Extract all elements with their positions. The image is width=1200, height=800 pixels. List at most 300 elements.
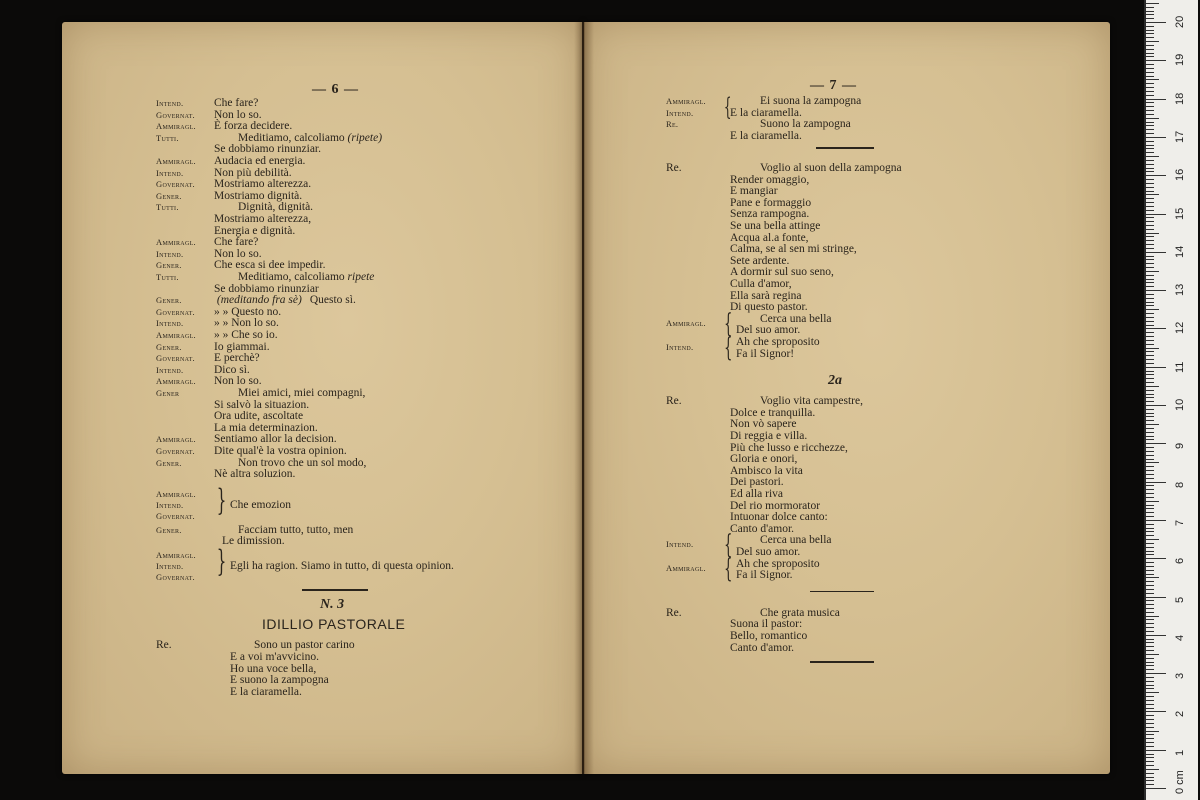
line-text: Ora udite, ascoltate: [214, 410, 304, 423]
ruler-tick: [1146, 394, 1154, 395]
script-line: [666, 107, 802, 119]
ruler-tick: [1146, 325, 1154, 326]
ruler-tick: [1146, 673, 1166, 674]
line-text: Si salvò la situazion.: [214, 398, 310, 411]
ruler-tick: [1146, 681, 1154, 682]
line-text: E perchè?: [214, 352, 260, 365]
speaker-label: Intend.: [156, 98, 184, 108]
ruler-tick: [1146, 566, 1154, 567]
section-rule: [302, 589, 368, 591]
ruler-tick: [1146, 754, 1154, 755]
line-text: Suono la zampogna: [760, 118, 851, 131]
ruler-tick: [1146, 72, 1154, 73]
brace-glyph: {: [723, 93, 732, 121]
ruler-label: 15: [1174, 207, 1186, 220]
ruler-tick: [1146, 516, 1154, 517]
speaker-label-text: Intend.: [156, 499, 184, 510]
script-line: [156, 294, 356, 306]
ruler-tick: [1146, 635, 1166, 636]
line-text: Mostriamo alterezza,: [214, 213, 312, 225]
speaker-label: Intend.: [666, 107, 694, 118]
script-line: [156, 433, 337, 445]
line-text: Non lo so.: [214, 108, 262, 121]
script-line: Le dimission.: [222, 535, 285, 548]
ruler-tick: [1146, 49, 1154, 50]
ruler-tick: [1146, 761, 1154, 762]
speaker-label: Ammiragl.: [666, 96, 706, 106]
ruler-tick: [1146, 765, 1154, 766]
verse-line: Intuonar dolce canto:: [730, 511, 828, 524]
ruler-tick: [1146, 102, 1154, 103]
ruler-tick: [1146, 390, 1154, 391]
script-line: [156, 445, 347, 457]
script-line: [156, 120, 292, 132]
ruler-tick: [1146, 639, 1154, 640]
ruler-tick: [1146, 489, 1154, 490]
ruler-tick: [1146, 386, 1159, 387]
ruler-tick: [1146, 164, 1154, 165]
ruler-tick: [1146, 221, 1154, 222]
brace-glyph: {: [724, 332, 733, 363]
ruler-label: 5: [1174, 596, 1186, 603]
speaker-label: Gener: [156, 388, 180, 398]
ruler-tick: [1146, 378, 1154, 379]
brace-glyph: {: [724, 530, 733, 561]
line-text: Energia e dignità.: [214, 224, 296, 237]
ruler-label: 13: [1174, 283, 1186, 297]
verse-line: Fa il Signor.: [736, 569, 793, 582]
line-text: E la ciaramella.: [730, 129, 802, 142]
script-line: [156, 422, 318, 434]
ruler-tick: [1146, 56, 1154, 57]
script-line: [156, 317, 279, 329]
speaker-label: Governat.: [156, 109, 195, 120]
verse-line: Ah che sproposito: [736, 336, 820, 348]
ruler-tick: [1146, 600, 1154, 601]
ruler-tick: [1146, 436, 1154, 437]
ruler-tick: [1146, 420, 1154, 421]
ruler-tick: [1146, 99, 1166, 100]
ruler-tick: [1146, 585, 1154, 586]
ruler-tick: [1146, 351, 1154, 352]
ruler-tick: [1146, 191, 1154, 192]
script-line: [156, 259, 325, 271]
ruler-tick: [1146, 780, 1154, 781]
line-text: Facciam tutto, tutto, men: [238, 523, 354, 536]
stage-direction: (meditando fra sè): [216, 294, 302, 307]
verse-line: Del suo amor.: [736, 546, 801, 558]
ruler-tick: [1146, 696, 1154, 697]
left-page: [62, 22, 582, 774]
ruler-tick: [1146, 214, 1166, 215]
speaker-label: [666, 607, 682, 619]
ruler-tick: [1146, 156, 1159, 157]
ruler-tick: [1146, 129, 1154, 130]
ruler-tick: [1146, 282, 1154, 283]
ruler-label: 8: [1174, 481, 1186, 488]
verse-line: Ah che sproposito: [736, 557, 820, 570]
ruler-tick: [1146, 187, 1154, 188]
ruler-tick: [1146, 41, 1159, 42]
verse-line: Voglio al suon della zampogna: [760, 162, 902, 174]
line-text: Se dobbiamo rinunziar: [214, 282, 319, 295]
ruler-tick: [1146, 409, 1154, 410]
ruler-tick: [1146, 95, 1154, 96]
verse-line: E mangiar: [730, 185, 778, 198]
script-line: [156, 306, 281, 318]
section-number: 2a: [828, 373, 842, 389]
ruler-tick: [1146, 574, 1154, 575]
line-text: Non lo so.: [214, 375, 262, 388]
ruler-tick: [1146, 244, 1154, 245]
ruler-tick: [1146, 321, 1154, 322]
speaker-label: Intend.: [156, 248, 184, 259]
verse-line: Dei pastori.: [730, 476, 784, 489]
ruler-label: 6: [1174, 558, 1186, 565]
ruler-label: 10: [1174, 398, 1186, 411]
stage-direction: (ripete): [347, 131, 383, 144]
speaker-label: Ammiragl.: [156, 237, 196, 248]
speaker-label-text: Intend.: [156, 561, 184, 572]
ruler-label: 14: [1174, 245, 1186, 258]
line-text: Se dobbiamo rinunziar.: [214, 143, 321, 156]
verse-line: Che grata musica: [760, 606, 840, 619]
ruler-label: 4: [1174, 634, 1186, 641]
section-title: IDILLIO PASTORALE: [262, 616, 406, 633]
ruler-tick: [1146, 263, 1154, 264]
page-number: — 6 —: [312, 82, 359, 97]
ruler-tick: [1146, 416, 1154, 417]
ruler-tick: [1146, 455, 1154, 456]
ruler-tick: [1146, 168, 1154, 169]
ruler-label: 17: [1174, 130, 1186, 143]
section-number: N. 3: [320, 597, 345, 613]
speaker-label: Governat.: [156, 179, 195, 190]
speaker-label-text: Ammiragl.: [666, 317, 706, 328]
line-text: Che fare?: [214, 97, 259, 109]
ruler-tick: [1146, 589, 1154, 590]
script-line: [666, 95, 861, 107]
ruler-tick: [1146, 665, 1154, 666]
verse-line: Pane e formaggio: [730, 196, 812, 209]
ruler-tick: [1146, 294, 1154, 295]
speaker-label: Governat.: [156, 306, 195, 317]
ruler-tick: [1146, 543, 1154, 544]
ruler-tick: [1146, 302, 1154, 303]
ruler-tick: [1146, 202, 1154, 203]
ruler-tick: [1146, 348, 1159, 349]
verse-line: Fa il Signor!: [736, 347, 795, 360]
verse-line: Del rio mormorator: [730, 499, 821, 512]
speaker-label: Governat.: [156, 446, 195, 456]
ruler-tick: [1146, 79, 1159, 80]
ruler-tick: [1146, 229, 1154, 230]
ruler-tick: [1146, 554, 1154, 555]
ruler-tick: [1146, 719, 1154, 720]
script-line: [156, 283, 319, 295]
speaker-label: Tutti.: [156, 202, 179, 213]
ruler-tick: [1146, 777, 1154, 778]
ruler-tick: [1146, 26, 1154, 27]
line-text: Mostriamo alterezza.: [214, 178, 312, 191]
speaker-label: Ammiragl.: [156, 330, 196, 340]
ruler-tick: [1146, 183, 1154, 184]
script-line: [156, 155, 305, 167]
script-line: [156, 524, 353, 536]
script-line: [156, 329, 278, 341]
speaker-label: Re.: [666, 119, 679, 130]
ruler-tick: [1146, 531, 1154, 532]
ruler-tick: [1146, 328, 1166, 329]
speaker-label: Gener.: [156, 295, 182, 306]
speaker-label: [156, 571, 195, 583]
ruler-tick: [1146, 700, 1154, 701]
ruler-tick: [1146, 145, 1154, 146]
ruler-tick: [1146, 466, 1154, 467]
ruler-tick: [1146, 508, 1154, 509]
ruler-tick: [1146, 317, 1154, 318]
speaker-label: Intend.: [156, 318, 184, 329]
ruler-tick: [1146, 87, 1154, 88]
ruler-tick: [1146, 256, 1154, 257]
script-line: [156, 375, 262, 387]
ruler-label: 20: [1174, 15, 1186, 28]
speaker-label: Tutti.: [156, 272, 179, 282]
speaker-label-text: Ammiragl.: [156, 550, 196, 561]
ruler-tick: [1146, 233, 1159, 234]
speaker-label: [666, 162, 682, 174]
verse-line: Dolce e tranquilla.: [730, 406, 816, 419]
script-line: [156, 352, 260, 364]
script-line: [156, 248, 262, 260]
ruler-tick: [1146, 305, 1154, 306]
verse-line: Senza rampogna.: [730, 208, 810, 221]
speaker-label-text: Governat.: [156, 572, 195, 583]
ruler-tick: [1146, 558, 1166, 559]
verse-line: Voglio vita campestre,: [760, 395, 863, 408]
ruler-tick: [1146, 7, 1154, 8]
ruler-tick: [1146, 252, 1166, 253]
line-text: Non trovo che un sol modo,: [238, 456, 367, 469]
song-line: E suono la zampogna: [230, 674, 329, 687]
ruler-tick: [1146, 405, 1166, 406]
script-line: [156, 468, 295, 480]
script-line: [156, 178, 311, 190]
line-text: Io giammai.: [214, 340, 270, 353]
ruler-tick: [1146, 76, 1154, 77]
ruler-tick: [1146, 608, 1154, 609]
ruler-tick: [1146, 631, 1154, 632]
ruler-tick: [1146, 413, 1154, 414]
ruler-tick: [1146, 152, 1154, 153]
verse-line: Culla d'amor,: [730, 278, 792, 290]
script-line: [156, 410, 303, 422]
ruler-tick: [1146, 551, 1154, 552]
speaker-label: Intend.: [156, 364, 184, 375]
ruler-tick: [1146, 148, 1154, 149]
ruler-tick: [1146, 179, 1154, 180]
ruler-tick: [1146, 60, 1166, 61]
ruler-tick: [1146, 520, 1166, 521]
ruler-label: 19: [1174, 54, 1186, 67]
ruler-tick: [1146, 11, 1154, 12]
ruler-tick: [1146, 562, 1154, 563]
brace-glyph: }: [216, 482, 227, 518]
ruler-tick: [1146, 459, 1154, 460]
verse-line: Canto d'amor.: [730, 522, 795, 535]
script-line: [156, 387, 365, 399]
script-line: [666, 130, 802, 142]
speaker-label-text: Intend.: [666, 539, 694, 550]
line-text: » » Che so io.: [214, 329, 278, 341]
speaker-label: [156, 510, 195, 522]
ruler-label: 18: [1174, 92, 1186, 105]
ruler-tick: [1146, 424, 1159, 425]
line-text: » » Questo no.: [214, 305, 282, 318]
ruler-tick: [1146, 30, 1154, 31]
ruler-tick: [1146, 627, 1154, 628]
speaker-label: Gener.: [156, 341, 182, 352]
script-line: [156, 143, 321, 155]
ruler-tick: [1146, 122, 1154, 123]
speaker-label: Gener.: [156, 260, 182, 271]
script-line: [156, 190, 302, 202]
speaker-label-text: Ammiragl.: [666, 563, 706, 574]
ruler-tick: [1146, 401, 1154, 402]
ruler-tick: [1146, 688, 1154, 689]
speaker-label-text: Re.: [666, 395, 682, 408]
line-text: Che esca si dee impedir.: [214, 259, 326, 272]
measurement-ruler: [1144, 0, 1198, 800]
section-rule: [810, 661, 874, 663]
book-gutter: [574, 22, 594, 774]
song-line: Ho una voce bella,: [230, 662, 317, 675]
ruler-tick: [1146, 597, 1166, 598]
line-text-tail: Questo sì.: [309, 294, 356, 307]
ruler-tick: [1146, 535, 1154, 536]
group-line-text: Che emozion: [230, 498, 291, 511]
ruler-tick: [1146, 662, 1154, 663]
ruler-label: 0 cm: [1174, 770, 1186, 794]
ruler-tick: [1146, 593, 1154, 594]
ruler-tick: [1146, 447, 1154, 448]
verse-line: Cerca una bella: [760, 312, 832, 325]
ruler-tick: [1146, 439, 1154, 440]
ruler-tick: [1146, 727, 1154, 728]
ruler-tick: [1146, 742, 1154, 743]
ruler-tick: [1146, 482, 1166, 483]
verse-line: Non vò sapere: [730, 418, 797, 431]
verse-line: Calma, se al sen mi stringe,: [730, 243, 857, 256]
brace-glyph: {: [724, 554, 733, 585]
ruler-tick: [1146, 685, 1154, 686]
ruler-tick: [1146, 497, 1154, 498]
ruler-label: 1: [1174, 749, 1186, 756]
verse-line: Del suo amor.: [736, 324, 801, 337]
speaker-label: [666, 395, 682, 407]
ruler-tick: [1146, 512, 1154, 513]
brace-glyph: }: [216, 544, 227, 580]
line-text: Sentiamo allor la decision.: [214, 433, 337, 446]
speaker-label: Gener.: [156, 190, 182, 201]
verse-line: Acqua al.a fonte,: [730, 231, 809, 244]
ruler-tick: [1146, 45, 1154, 46]
ruler-tick: [1146, 623, 1154, 624]
script-line: [156, 109, 262, 121]
ruler-tick: [1146, 642, 1154, 643]
ruler-tick: [1146, 210, 1154, 211]
line-text: E la ciaramella.: [730, 106, 802, 119]
verse-line: Canto d'amor.: [730, 641, 795, 654]
ruler-tick: [1146, 738, 1154, 739]
ruler-tick: [1146, 478, 1154, 479]
speaker-label: Ammiragl.: [156, 156, 196, 166]
song-line: E a voi m'avvicino.: [230, 651, 319, 663]
ruler-tick: [1146, 83, 1154, 84]
ruler-tick: [1146, 91, 1154, 92]
ruler-tick: [1146, 367, 1166, 368]
page-number: — 7 —: [810, 78, 857, 93]
ruler-tick: [1146, 708, 1154, 709]
ruler-tick: [1146, 279, 1154, 280]
ruler-tick: [1146, 313, 1154, 314]
verse-line: Di reggia e villa.: [730, 430, 808, 442]
ruler-tick: [1146, 286, 1154, 287]
ruler-tick: [1146, 137, 1166, 138]
ruler-tick: [1146, 493, 1154, 494]
ruler-tick: [1146, 715, 1154, 716]
ruler-tick: [1146, 619, 1154, 620]
speaker-label-text: Re.: [666, 162, 682, 174]
right-page: [584, 22, 1110, 774]
ruler-tick: [1146, 267, 1154, 268]
ruler-tick: [1146, 240, 1154, 241]
line-text: Dico sì.: [214, 363, 250, 376]
line-text: Dignità, dignità.: [238, 201, 314, 214]
ruler-tick: [1146, 248, 1154, 249]
ruler-tick: [1146, 485, 1154, 486]
ruler-tick: [1146, 275, 1154, 276]
ruler-tick: [1146, 236, 1154, 237]
group-line-text: Egli ha ragion. Siamo in tutto, di questa opinion.: [230, 560, 454, 573]
ruler-tick: [1146, 363, 1154, 364]
ruler-tick: [1146, 225, 1154, 226]
script-line: [156, 132, 382, 144]
song-line: E la ciaramella.: [230, 685, 302, 698]
speaker-label: Ammiragl.: [156, 434, 196, 445]
speaker-label-text: Ammiragl.: [156, 488, 196, 499]
ruler-tick: [1146, 340, 1154, 341]
script-line: [666, 118, 851, 130]
ruler-tick: [1146, 577, 1159, 578]
ruler-tick: [1146, 106, 1154, 107]
script-line: [156, 236, 258, 248]
script-line: [156, 457, 366, 469]
ruler-tick: [1146, 259, 1154, 260]
ruler-tick: [1146, 547, 1154, 548]
ruler-tick: [1146, 382, 1154, 383]
ruler-tick: [1146, 604, 1154, 605]
ruler-tick: [1146, 309, 1159, 310]
verse-line: Se una bella attinge: [730, 220, 821, 232]
song-line: Sono un pastor carino: [254, 639, 355, 652]
ruler-tick: [1146, 528, 1154, 529]
ruler-tick: [1146, 677, 1154, 678]
verse-line: Sete ardente.: [730, 254, 790, 267]
line-text: » » Non lo so.: [214, 317, 279, 330]
script-line: [156, 399, 309, 411]
speaker-label: [666, 538, 693, 550]
